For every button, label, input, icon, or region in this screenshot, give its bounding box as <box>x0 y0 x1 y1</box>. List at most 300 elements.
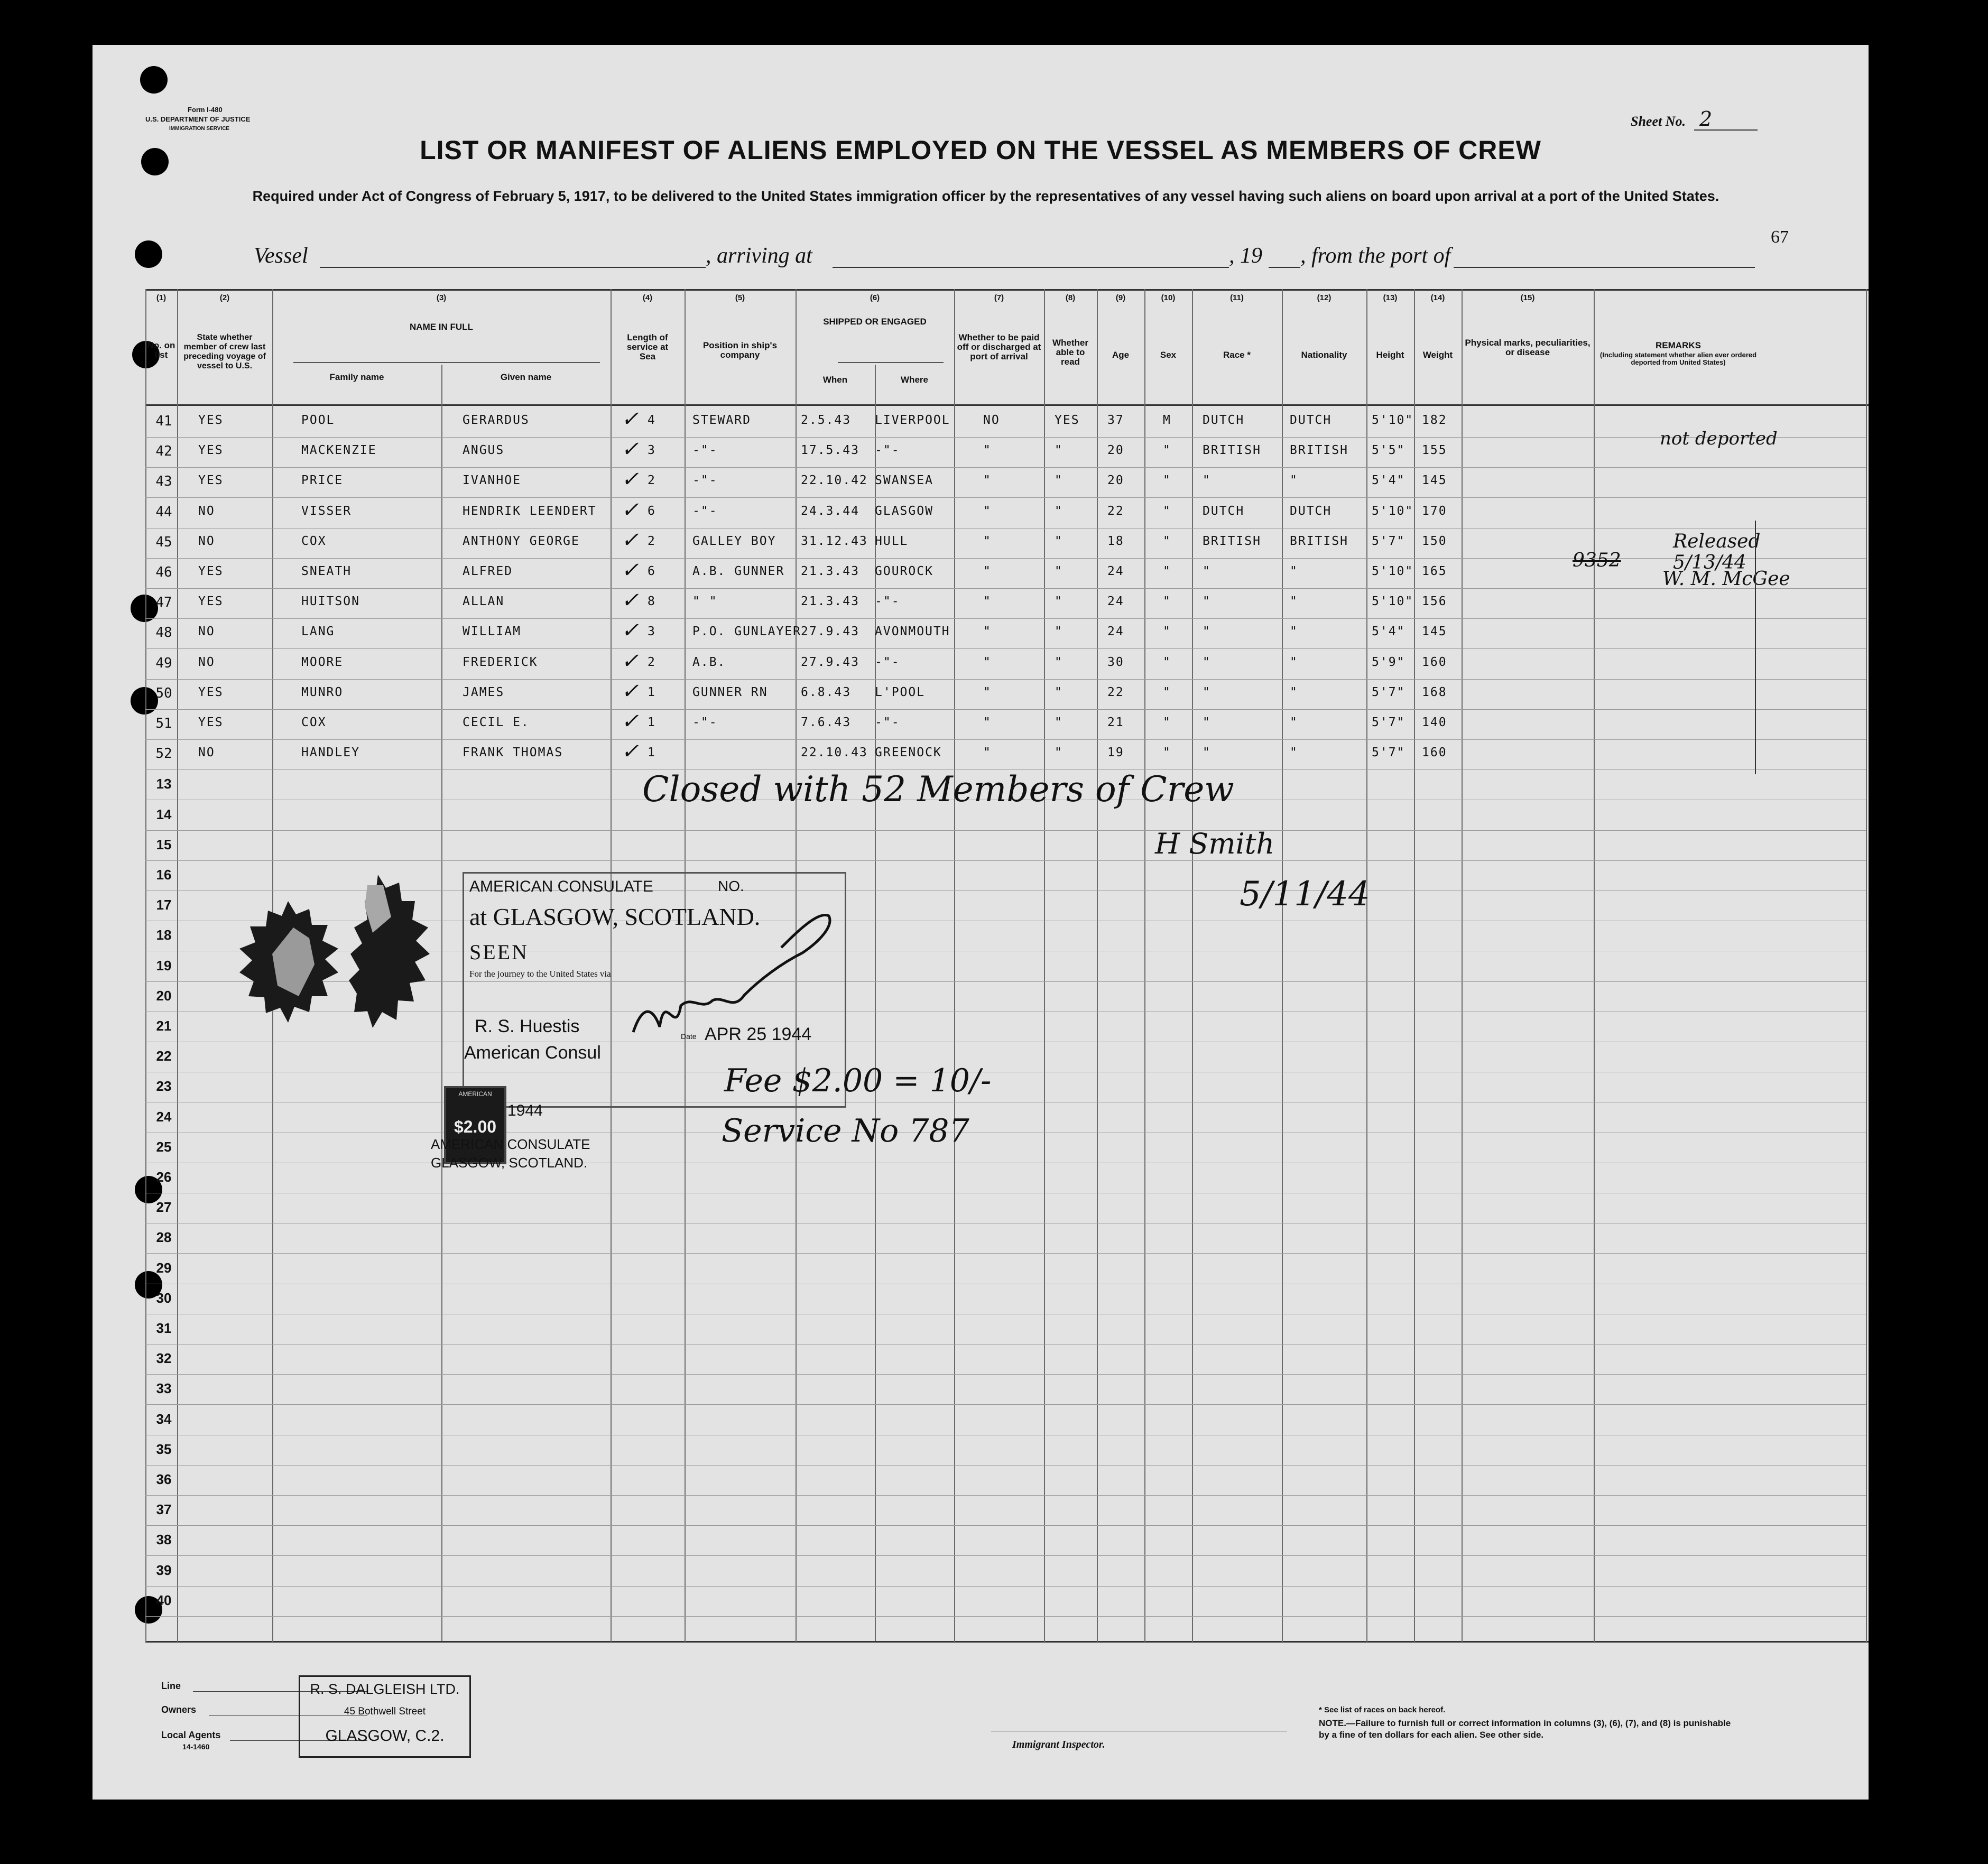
cell-height: 5'4" <box>1372 474 1406 487</box>
inspector-label: Immigrant Inspector. <box>1012 1739 1105 1750</box>
row-number: 34 <box>156 1411 172 1427</box>
cell-prev: NO <box>198 504 215 518</box>
row-rule <box>145 830 1866 831</box>
column-rule <box>1366 289 1367 1642</box>
cell-height: 5'7" <box>1372 716 1406 729</box>
cell-read: " <box>1055 534 1063 548</box>
cell-nat: " <box>1290 716 1298 729</box>
row-number: 27 <box>156 1199 172 1215</box>
remark-not-deported: not deported <box>1660 428 1778 449</box>
cell-race: " <box>1203 564 1211 578</box>
row-rule <box>145 860 1866 861</box>
cell-service: 4 <box>648 413 656 427</box>
row-number: 22 <box>156 1048 172 1064</box>
cell-prev: YES <box>198 716 224 729</box>
cell-age: 30 <box>1107 655 1124 669</box>
cell-position: STEWARD <box>692 413 751 427</box>
table-bottom-border <box>145 1641 1869 1643</box>
cell-given: FRANK THOMAS <box>463 746 563 759</box>
cell-height: 5'7" <box>1372 685 1406 699</box>
cell-race: " <box>1203 625 1211 638</box>
cell-nat: DUTCH <box>1290 504 1332 518</box>
cell-sex: " <box>1163 534 1171 548</box>
cell-where: L'POOL <box>875 685 926 699</box>
column-rule <box>1144 289 1145 1642</box>
cell-sex: " <box>1163 595 1171 608</box>
row-number: 17 <box>156 897 172 913</box>
cell-paid: " <box>983 625 992 638</box>
table-header-border <box>145 404 1869 406</box>
cell-prev: NO <box>198 655 215 669</box>
fee-stamp-country: AMERICAN <box>458 1090 492 1098</box>
check-mark-icon: ✓ <box>621 739 639 764</box>
cell-nat: DUTCH <box>1290 413 1332 427</box>
cell-prev: NO <box>198 625 215 638</box>
cell-age: 18 <box>1107 534 1124 548</box>
col-head-prev-voyage: State whether member of crew last preceding voyage of vessel to U.S. <box>183 333 266 370</box>
consulate-stamp-line1: AMERICAN CONSULATE <box>469 878 653 895</box>
cell-race: " <box>1203 685 1211 699</box>
cell-height: 5'9" <box>1372 655 1406 669</box>
cell-paid: " <box>983 564 992 578</box>
cell-read: " <box>1055 474 1063 487</box>
row-number: 26 <box>156 1169 172 1185</box>
col-num-9: (9) <box>1115 293 1126 302</box>
col-num-3: (3) <box>436 293 447 302</box>
cell-given: FREDERICK <box>463 655 538 669</box>
row-rule <box>145 1616 1866 1617</box>
cell-race: BRITISH <box>1203 534 1261 548</box>
row-rule <box>145 467 1866 468</box>
row-number: 46 <box>155 564 172 580</box>
column-rule <box>875 365 876 1641</box>
cell-given: IVANHOE <box>463 474 521 487</box>
fee-stamp-line2: GLASGOW, SCOTLAND. <box>431 1155 588 1171</box>
check-mark-icon: ✓ <box>621 498 639 522</box>
cell-family: COX <box>301 716 327 729</box>
cell-race: " <box>1203 746 1211 759</box>
cell-sex: " <box>1163 443 1171 457</box>
col-num-2: (2) <box>219 293 230 302</box>
column-rule <box>1866 289 1867 1642</box>
cell-weight: 155 <box>1422 443 1447 457</box>
row-number: 51 <box>155 716 172 731</box>
col-head-sex: Sex <box>1160 350 1177 360</box>
cell-where: -"- <box>875 716 900 729</box>
cell-read: " <box>1055 564 1063 578</box>
consul-name: R. S. Huestis <box>475 1016 580 1036</box>
row-number: 18 <box>156 927 172 943</box>
row-number: 36 <box>156 1471 172 1487</box>
cell-height: 5'5" <box>1372 443 1406 457</box>
cell-nat: " <box>1290 685 1298 699</box>
cell-given: CECIL E. <box>463 716 530 729</box>
cell-weight: 150 <box>1422 534 1447 548</box>
cell-given: ANTHONY GEORGE <box>463 534 580 548</box>
col-head-race: Race * <box>1223 350 1251 360</box>
cell-given: ANGUS <box>463 443 505 457</box>
cell-prev: YES <box>198 595 224 608</box>
cell-prev: YES <box>198 474 224 487</box>
cell-weight: 168 <box>1422 685 1447 699</box>
consulate-stamp-journey: For the journey to the United States via <box>469 969 611 979</box>
cell-sex: " <box>1163 685 1171 699</box>
cell-family: LANG <box>301 625 335 638</box>
col-head-age: Age <box>1112 350 1130 360</box>
cell-given: GERARDUS <box>463 413 530 427</box>
col-head-height: Height <box>1376 350 1404 360</box>
footer-form-code: 14-1460 <box>182 1742 210 1751</box>
cell-when: 27.9.43 <box>801 655 859 669</box>
cell-service: 6 <box>648 564 656 578</box>
sheet-number-line <box>1694 129 1758 131</box>
col-head-length-service: Length of service at Sea <box>626 332 669 361</box>
column-rule <box>1097 289 1098 1642</box>
fee-stamp-value: $2.00 <box>454 1117 497 1136</box>
cell-paid: " <box>983 655 992 669</box>
row-rule <box>145 739 1866 740</box>
row-number: 31 <box>156 1320 172 1336</box>
agent-stamp <box>299 1675 471 1758</box>
row-rule <box>145 588 1866 589</box>
fee-stamp-year: 1944 <box>507 1102 543 1119</box>
table-top-border <box>145 289 1869 291</box>
col-head-nationality: Nationality <box>1301 350 1347 360</box>
cell-paid: " <box>983 685 992 699</box>
cell-sex: " <box>1163 564 1171 578</box>
cell-sex: " <box>1163 655 1171 669</box>
cell-when: 21.3.43 <box>801 595 859 608</box>
cell-prev: YES <box>198 413 224 427</box>
fee-note: Fee $2.00 = 10/- <box>724 1062 992 1099</box>
year-label: , 19 <box>1229 244 1262 268</box>
inspector-signature: H Smith <box>1155 827 1275 860</box>
column-rule <box>1282 289 1283 1642</box>
cell-sex: " <box>1163 716 1171 729</box>
from-port-line <box>1454 267 1755 268</box>
from-port-label: , from the port of <box>1300 244 1451 268</box>
cell-when: 7.6.43 <box>801 716 852 729</box>
cell-race: DUTCH <box>1203 413 1245 427</box>
row-rule <box>145 1525 1866 1526</box>
arriving-line <box>833 267 1229 268</box>
cell-where: -"- <box>875 595 900 608</box>
row-rule <box>145 1555 1866 1556</box>
arriving-label: , arriving at <box>706 244 812 268</box>
row-number: 41 <box>155 413 172 429</box>
row-number: 20 <box>156 988 172 1004</box>
page-number: 67 <box>1771 227 1789 247</box>
cell-where: SWANSEA <box>875 474 933 487</box>
cell-height: 5'10" <box>1372 595 1414 608</box>
cell-position: GALLEY BOY <box>692 534 776 548</box>
cell-prev: YES <box>198 685 224 699</box>
col-head-paid-off: Whether to be paid off or discharged at port of arrival <box>957 332 1041 361</box>
cell-sex: " <box>1163 746 1171 759</box>
penalty-note: NOTE.—Failure to furnish full or correct information in columns (3), (6), (7), and (8) is punishable by a fine of ten dollars for each alien. See other side. <box>1319 1718 1731 1740</box>
row-number: 16 <box>156 867 172 883</box>
row-rule <box>145 437 1866 438</box>
cell-age: 24 <box>1107 564 1124 578</box>
cell-read: " <box>1055 595 1063 608</box>
cell-when: 17.5.43 <box>801 443 859 457</box>
row-number: 32 <box>156 1350 172 1366</box>
row-number: 42 <box>155 443 172 459</box>
col-num-14: (14) <box>1430 293 1445 302</box>
col-head-when: When <box>822 375 848 385</box>
col-head-where: Where <box>901 375 928 385</box>
cell-paid: " <box>983 534 992 548</box>
cell-family: HANDLEY <box>301 746 360 759</box>
cell-where: GREENOCK <box>875 746 942 759</box>
cell-family: POOL <box>301 413 335 427</box>
consulate-stamp-date-label: Date <box>681 1032 697 1041</box>
row-rule <box>145 497 1866 498</box>
cell-weight: 156 <box>1422 595 1447 608</box>
cell-sex: " <box>1163 625 1171 638</box>
remark-inspector-signature: W. M. McGee <box>1662 568 1790 590</box>
col-head-remarks: REMARKS <box>1656 340 1701 350</box>
row-number: 40 <box>156 1592 172 1608</box>
row-number: 44 <box>155 504 172 520</box>
cell-age: 19 <box>1107 746 1124 759</box>
sheet-number: 2 <box>1699 107 1713 131</box>
cell-age: 24 <box>1107 625 1124 638</box>
column-rule <box>145 289 146 1642</box>
cell-position: -"- <box>692 716 718 729</box>
cell-family: HUITSON <box>301 595 360 608</box>
col-head-no: No. on list <box>147 340 175 360</box>
row-number: 30 <box>156 1290 172 1306</box>
cell-paid: " <box>983 595 992 608</box>
cell-weight: 170 <box>1422 504 1447 518</box>
col-num-1: (1) <box>156 293 167 302</box>
check-mark-icon: ✓ <box>621 649 639 673</box>
cell-where: -"- <box>875 443 900 457</box>
col-num-7: (7) <box>994 293 1004 302</box>
cell-where: HULL <box>875 534 909 548</box>
cell-nat: " <box>1290 564 1298 578</box>
cell-age: 22 <box>1107 685 1124 699</box>
cell-when: 22.10.42 <box>801 474 868 487</box>
footer-line-label: Line <box>161 1681 181 1691</box>
check-mark-icon: ✓ <box>621 407 639 431</box>
cell-position: GUNNER RN <box>692 685 768 699</box>
row-number: 43 <box>155 474 172 489</box>
cell-weight: 145 <box>1422 625 1447 638</box>
cell-position: -"- <box>692 504 718 518</box>
row-rule <box>145 1404 1866 1405</box>
row-rule <box>145 1253 1866 1254</box>
col-head-name: NAME IN FULL <box>410 322 473 332</box>
cell-height: 5'7" <box>1372 534 1406 548</box>
cell-weight: 145 <box>1422 474 1447 487</box>
row-rule <box>145 1465 1866 1466</box>
consul-title: American Consul <box>464 1043 601 1063</box>
row-number: 35 <box>156 1441 172 1457</box>
col-head-shipped: SHIPPED OR ENGAGED <box>823 317 927 327</box>
row-rule <box>145 618 1866 619</box>
consulate-stamp-seen: SEEN <box>469 940 529 964</box>
cell-given: ALFRED <box>463 564 513 578</box>
row-number: 29 <box>156 1260 172 1276</box>
check-mark-icon: ✓ <box>621 618 639 643</box>
vessel-line <box>320 267 706 268</box>
page-subtitle: Required under Act of Congress of February 5, 1917, to be delivered to the United States immigration officer by the representatives of any vessel having such aliens on board upon arrival at a port of the United States. <box>252 188 1719 204</box>
cell-race: " <box>1203 474 1211 487</box>
cell-position: P.O. GUNLAYER <box>692 625 802 638</box>
col-head-given-name: Given name <box>500 372 552 382</box>
cell-paid: " <box>983 504 992 518</box>
cell-service: 3 <box>648 625 656 638</box>
cell-service: 2 <box>648 474 656 487</box>
cell-family: VISSER <box>301 504 352 518</box>
cell-age: 21 <box>1107 716 1124 729</box>
cell-family: SNEATH <box>301 564 352 578</box>
service-name: IMMIGRATION SERVICE <box>169 126 230 132</box>
service-number-note: Service No 787 <box>722 1112 969 1149</box>
shipped-subheader-line <box>838 362 944 363</box>
cell-family: COX <box>301 534 327 548</box>
agent-stamp-line3: GLASGOW, C.2. <box>325 1727 445 1745</box>
column-rule <box>1044 289 1045 1642</box>
vessel-label: Vessel <box>254 244 308 268</box>
cell-age: 24 <box>1107 595 1124 608</box>
cell-when: 31.12.43 <box>801 534 868 548</box>
cell-nat: " <box>1290 625 1298 638</box>
cell-service: 1 <box>648 746 656 759</box>
cell-race: BRITISH <box>1203 443 1261 457</box>
cell-height: 5'4" <box>1372 625 1406 638</box>
cell-paid: NO <box>983 413 1000 427</box>
cell-where: GOUROCK <box>875 564 933 578</box>
check-mark-icon: ✓ <box>621 528 639 552</box>
cell-read: " <box>1055 716 1063 729</box>
col-head-family-name: Family name <box>329 372 384 382</box>
cell-race: " <box>1203 716 1211 729</box>
sheet-number-label: Sheet No. <box>1631 114 1686 129</box>
cell-read: " <box>1055 504 1063 518</box>
cell-family: MOORE <box>301 655 344 669</box>
cell-weight: 160 <box>1422 655 1447 669</box>
cell-read: " <box>1055 625 1063 638</box>
year-line <box>1269 267 1300 268</box>
row-number: 45 <box>155 534 172 550</box>
cell-family: MUNRO <box>301 685 344 699</box>
cell-height: 5'10" <box>1372 413 1414 427</box>
row-rule <box>145 709 1866 710</box>
agent-stamp-line2: 45 Bothwell Street <box>344 1706 426 1717</box>
wax-seal-left <box>235 896 346 1033</box>
cell-read: " <box>1055 655 1063 669</box>
cell-nat: BRITISH <box>1290 534 1348 548</box>
row-number: 15 <box>156 837 172 852</box>
cell-nat: " <box>1290 474 1298 487</box>
remark-struck-number: 9352 <box>1573 550 1621 571</box>
name-subheader-line <box>293 362 600 363</box>
cell-sex: " <box>1163 474 1171 487</box>
manifest-sheet <box>93 45 1869 1800</box>
row-number: 52 <box>155 746 172 762</box>
cell-race: " <box>1203 655 1211 669</box>
check-mark-icon: ✓ <box>621 709 639 734</box>
row-number: 25 <box>156 1139 172 1155</box>
row-number: 14 <box>156 806 172 822</box>
row-number: 28 <box>156 1229 172 1245</box>
cell-given: JAMES <box>463 685 505 699</box>
col-num-4: (4) <box>642 293 653 302</box>
cell-family: MACKENZIE <box>301 443 377 457</box>
consulate-stamp-no-label: NO. <box>718 878 744 894</box>
row-number: 47 <box>155 595 172 610</box>
cell-race: DUTCH <box>1203 504 1245 518</box>
cell-prev: NO <box>198 534 215 548</box>
closed-with-note: Closed with 52 Members of Crew <box>642 769 1234 810</box>
cell-position: A.B. GUNNER <box>692 564 785 578</box>
col-num-8: (8) <box>1065 293 1076 302</box>
col-num-12: (12) <box>1317 293 1332 302</box>
footer-agents-label: Local Agents <box>161 1730 221 1740</box>
cell-service: 6 <box>648 504 656 518</box>
cell-weight: 165 <box>1422 564 1447 578</box>
closing-date: 5/11/44 <box>1240 875 1370 914</box>
cell-service: 3 <box>648 443 656 457</box>
row-number: 48 <box>155 625 172 641</box>
cell-when: 24.3.44 <box>801 504 859 518</box>
cell-nat: " <box>1290 595 1298 608</box>
cell-paid: " <box>983 443 992 457</box>
cell-given: ALLAN <box>463 595 505 608</box>
cell-service: 1 <box>648 685 656 699</box>
cell-family: PRICE <box>301 474 344 487</box>
check-mark-icon: ✓ <box>621 558 639 582</box>
check-mark-icon: ✓ <box>621 588 639 613</box>
punch-hole <box>140 66 168 94</box>
check-mark-icon: ✓ <box>621 437 639 461</box>
cell-when: 21.3.43 <box>801 564 859 578</box>
cell-age: 20 <box>1107 443 1124 457</box>
cell-position: -"- <box>692 474 718 487</box>
col-num-6: (6) <box>870 293 880 302</box>
cell-weight: 182 <box>1422 413 1447 427</box>
cell-given: HENDRIK LEENDERT <box>463 504 597 518</box>
cell-nat: BRITISH <box>1290 443 1348 457</box>
row-number: 24 <box>156 1109 172 1125</box>
cell-sex: " <box>1163 504 1171 518</box>
cell-position: " " <box>692 595 718 608</box>
check-mark-icon: ✓ <box>621 467 639 491</box>
cell-age: 37 <box>1107 413 1124 427</box>
cell-read: YES <box>1055 413 1080 427</box>
cell-prev: YES <box>198 443 224 457</box>
cell-position: A.B. <box>692 655 726 669</box>
row-number: 37 <box>156 1501 172 1517</box>
column-rule <box>1462 289 1463 1642</box>
footer-owners-label: Owners <box>161 1704 197 1715</box>
page-title: LIST OR MANIFEST OF ALIENS EMPLOYED ON THE VESSEL AS MEMBERS OF CREW <box>420 135 1541 165</box>
consulate-stamp-date: APR 25 1944 <box>705 1024 812 1044</box>
remark-bracket-line <box>1755 521 1756 774</box>
cell-weight: 140 <box>1422 716 1447 729</box>
col-head-position: Position in ship's company <box>702 340 778 360</box>
agent-stamp-line1: R. S. DALGLEISH LTD. <box>310 1681 460 1697</box>
cell-age: 20 <box>1107 474 1124 487</box>
col-head-able-read: Whether able to read <box>1052 338 1088 367</box>
col-num-15: (15) <box>1520 293 1535 302</box>
form-number: Form I-480 <box>188 106 223 114</box>
row-number: 39 <box>156 1562 172 1578</box>
cell-age: 22 <box>1107 504 1124 518</box>
